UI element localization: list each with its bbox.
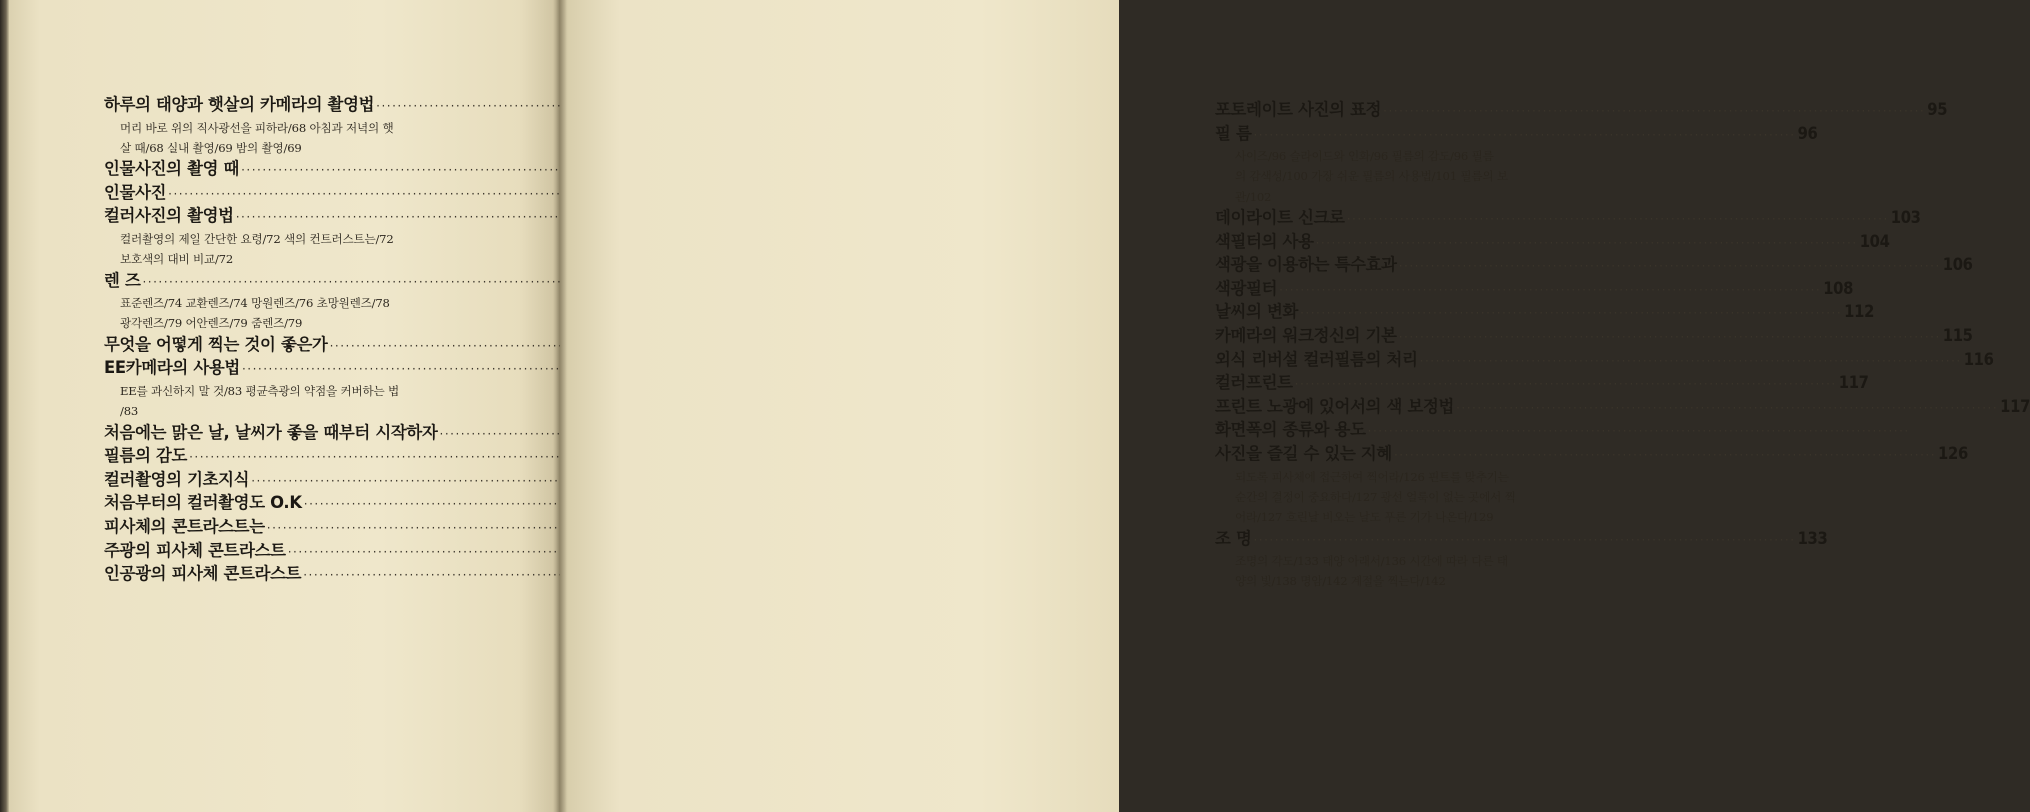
toc-entry: [104, 492, 464, 516]
entry-title: 주광의 피사체 콘트라스트: [104, 540, 286, 560]
subtopic-line: 머리 바로 위의 직사광선을 피하라/68 아침과 저녁의 햇: [120, 120, 394, 135]
entry-title: EE카메라의 사용법: [104, 358, 240, 378]
entry-title: 인공광의 피사체 콘트라스트: [104, 564, 302, 584]
toc-right: [1215, 99, 2030, 592]
entry-subtopics: [1215, 551, 1578, 592]
toc-entry: [1215, 325, 1973, 349]
dot-leader: [1279, 279, 1821, 302]
entry-subtopics: [104, 293, 464, 334]
toc-entry: [104, 334, 464, 358]
entry-title: 처음에는 맑은 날, 날씨가 좋을 때부터 시작하자: [104, 422, 438, 442]
book-gutter: [553, 0, 567, 812]
entry-page-number: 96: [1797, 123, 1818, 143]
toc-entry: [1215, 419, 1578, 443]
entry-title: 데이라이트 신크로: [1215, 208, 1345, 228]
entry-title: 색필터의 사용: [1215, 231, 1314, 251]
entry-title: 사진을 즐길 수 있는 지혜: [1215, 444, 1392, 464]
entry-title: 프린트 노광에 있어서의 색 보정법: [1215, 396, 1455, 416]
subtopic-line: 살 때/68 실내 촬영/69 밤의 촬영/69: [120, 140, 302, 155]
toc-entry: [104, 94, 464, 118]
entry-page-number: 108: [1823, 278, 1854, 298]
entry-title: 인물사진의 촬영 때: [104, 159, 240, 179]
entry-title: 인물사진: [104, 182, 167, 202]
entry-subtopics: [104, 381, 464, 422]
entry-title: 외식 리버설 컬러필름의 처리: [1215, 349, 1418, 369]
right-page: [560, 0, 2030, 812]
toc-entry: [1215, 372, 1869, 396]
subtopic-line: 순간의 결정이 중요하다/127 광선 얼룩이 없는 곳에서 찍: [1235, 489, 1516, 504]
toc-entry: [104, 205, 464, 229]
entry-title: 색광필터: [1215, 278, 1278, 298]
entry-page-number: 106: [1942, 255, 1973, 275]
toc-entry: [1215, 396, 2030, 420]
entry-page-number: 117: [2000, 396, 2030, 416]
entry-subtopics: [104, 118, 464, 159]
entry-page-number: 104: [1859, 231, 1890, 251]
entry-page-number: 117: [1838, 373, 1869, 393]
toc-entry: [104, 270, 464, 294]
entry-title: 날씨의 변화: [1215, 302, 1299, 322]
dot-leader: [1300, 302, 1842, 325]
entry-subtopics: [1215, 467, 1578, 528]
entry-title: 피사체의 콘트라스트는: [104, 516, 265, 536]
dot-leader: [1316, 232, 1858, 255]
subtopic-line: 되도록 피사체에 접근하여 찍어라/126 핀트를 맞추기는: [1235, 469, 1509, 484]
subtopic-line: 어라/127 흐린날 비오는 날도 푸른 기가 나온다/129: [1235, 510, 1494, 525]
subtopic-line: 컬러촬영의 제일 간단한 요령/72 색의 컨트러스트는/72: [120, 231, 394, 246]
dot-leader: [1368, 420, 1910, 443]
entry-page-number: 126: [1938, 444, 1968, 464]
dot-leader: [1295, 373, 1837, 396]
entry-title: 컬러프린트: [1215, 373, 1293, 393]
entry-title: 조 명: [1215, 528, 1252, 548]
entry-title: 필름의 감도: [104, 446, 188, 466]
left-page: [0, 0, 560, 812]
dot-leader: [1399, 255, 1941, 278]
toc-entry: [1215, 207, 1921, 231]
dot-leader: [1253, 529, 1795, 552]
entry-title: 컬러촬영의 기초지식: [104, 469, 250, 489]
subtopic-line: 보호색의 대비 비교/72: [120, 252, 234, 267]
toc-left: [104, 94, 464, 587]
subtopic-line: 의 감색성/100 가장 쉬운 필름의 사용법/101 필름의 보: [1235, 169, 1508, 184]
entry-title: 필 름: [1215, 123, 1252, 143]
entry-title: 하루의 태양과 햇살의 카메라의 촬영법: [104, 95, 375, 114]
toc-entry: [1215, 349, 1994, 373]
entry-page-number: 95: [1927, 100, 1948, 119]
subtopic-line: 광각렌즈/79 어안렌즈/79 줌렌즈/79: [120, 316, 303, 331]
entry-title: 색광을 이용하는 특수효과: [1215, 255, 1397, 275]
dot-leader: [1347, 208, 1889, 231]
toc-entry: [1215, 254, 1973, 278]
toc-entry: [104, 563, 464, 587]
entry-title: 컬러사진의 촬영법: [104, 206, 234, 226]
entry-title: 포토레이트 사진의 표정: [1215, 100, 1382, 119]
toc-entry: [104, 182, 464, 206]
subtopic-line: 관/102: [1235, 189, 1272, 204]
dot-leader: [1383, 100, 1925, 123]
toc-entry: [1215, 301, 1875, 325]
entry-page-number: 103: [1890, 208, 1921, 228]
subtopic-line: 양의 빛/138 명암/142 계절을 찍는다/142: [1235, 574, 1446, 589]
entry-subtopics: [104, 229, 464, 270]
toc-entry: [104, 469, 464, 493]
entry-title: 무엇을 어떻게 찍는 것이 좋은가: [104, 334, 328, 354]
toc-entry: [1215, 99, 1948, 123]
book-edge: [0, 0, 9, 812]
toc-entry: [104, 357, 464, 381]
dot-leader: [1420, 350, 1962, 373]
subtopic-line: /83: [120, 404, 139, 419]
dot-leader: [1456, 397, 1998, 420]
subtopic-line: 조명의 각도/133 태양 아래서/136 시간에 따라 다른 태: [1235, 554, 1508, 569]
entry-title: 카메라의 워크정신의 기본: [1215, 326, 1397, 346]
toc-entry: [104, 540, 464, 564]
subtopic-line: EE를 과신하지 말 것/83 평균측광의 약점을 커버하는 법: [120, 383, 399, 398]
entry-subtopics: [1215, 146, 1578, 207]
entry-title: 처음부터의 컬러촬영도 O.K: [104, 493, 302, 513]
toc-entry: [1215, 528, 1828, 552]
dot-leader: [1253, 124, 1795, 147]
subtopic-line: 표준렌즈/74 교환렌즈/74 망원렌즈/76 초망원렌즈/78: [120, 296, 390, 311]
toc-entry: [1215, 231, 1890, 255]
entry-title: 화면폭의 종류와 용도: [1215, 420, 1366, 440]
dot-leader: [1399, 326, 1941, 349]
dot-leader: [1394, 444, 1936, 467]
entry-title: 렌 즈: [104, 270, 141, 290]
toc-entry: [104, 158, 464, 182]
toc-entry: [104, 422, 464, 446]
toc-entry: [1215, 278, 1854, 302]
entry-page-number: 116: [1963, 349, 1994, 369]
toc-entry: [1215, 443, 1968, 467]
toc-entry: [104, 445, 464, 469]
toc-entry: [1215, 123, 1818, 147]
entry-page-number: 133: [1797, 528, 1828, 548]
subtopic-line: 사이즈/96 슬라이드와 인화/96 필름의 감도/96 필름: [1235, 149, 1494, 164]
toc-entry: [104, 516, 464, 540]
entry-page-number: 112: [1844, 302, 1875, 322]
entry-page-number: 115: [1942, 326, 1973, 346]
